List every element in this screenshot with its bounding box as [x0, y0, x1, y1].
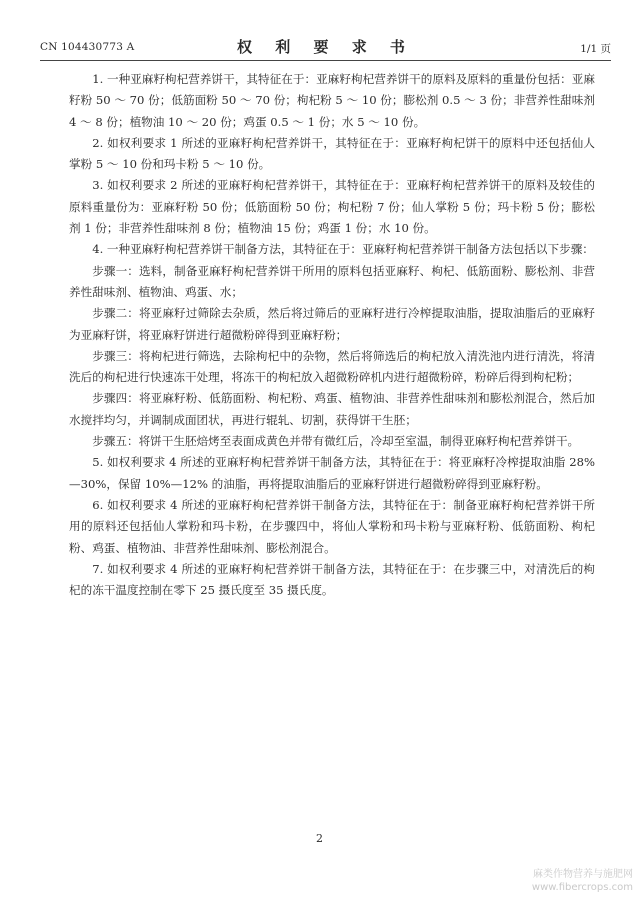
claim-4-step-1: 步骤一：选料，制备亚麻籽枸杞营养饼干所用的原料包括亚麻籽、枸杞、低筋面粉、膨松剂、非营养性甜味剂、植物油、鸡蛋、水； — [69, 263, 595, 299]
watermark-url: www.fibercrops.com — [531, 882, 633, 893]
header-divider — [40, 60, 611, 61]
page-number: 2 — [316, 832, 323, 845]
page-count: 1/1 页 — [580, 43, 611, 55]
publication-number: CN 104430773 A — [40, 41, 135, 53]
claims-body — [69, 69, 595, 601]
claim-7: 7. 如权利要求 4 所述的亚麻籽枸杞营养饼干制备方法，其特征在于：在步骤三中，对清洗后的枸杞的冻干温度控制在零下 25 摄氏度至 35 摄氏度。 — [69, 561, 595, 598]
claim-6: 6. 如权利要求 4 所述的亚麻籽枸杞营养饼干制备方法，其特征在于：制备亚麻籽枸杞营养饼干所用的原料还包括仙人掌粉和玛卡粉，在步骤四中，将仙人掌粉和玛卡粉与亚麻籽粉、低筋面粉、枸杞粉、鸡蛋、植物油、非营养性甜味剂、膨松剂混合。 — [69, 497, 595, 555]
page-header — [40, 36, 611, 58]
claim-1: 1. 一种亚麻籽枸杞营养饼干，其特征在于：亚麻籽枸杞营养饼干的原料及原料的重量份包括：亚麻籽粉 50 ～ 70 份；低筋面粉 50 ～ 70 份；枸杞粉 5 ～ 10 份；膨松剂 0.5 ～ 3 份；非营养性甜味剂 4 ～ 8 份；植物油 10 ～ 20 份；鸡蛋 0.5 ～ 1 份；水 5 ～ 10 份。 — [69, 72, 595, 129]
watermark — [532, 868, 633, 894]
claim-5: 5. 如权利要求 4 所述的亚麻籽枸杞营养饼干制备方法，其特征在于：将亚麻籽冷榨提取油脂 28%—30%，保留 10%—12% 的油脂，再将提取油脂后的亚麻籽饼进行超微粉碎得到亚麻籽粉。 — [69, 455, 595, 491]
document-title: 权 利 要 求 书 — [237, 38, 414, 56]
claim-4-step-4: 步骤四：将亚麻籽粉、低筋面粉、枸杞粉、鸡蛋、植物油、非营养性甜味剂和膨松剂混合，然后加水搅拌均匀，并调制成面团状，再进行辊轧、切割，获得饼干生胚； — [69, 391, 595, 427]
claim-4-step-5: 步骤五：将饼干生胚焙烤至表面成黄色并带有微红后，冷却至室温，制得亚麻籽枸杞营养饼干。 — [92, 434, 580, 449]
watermark-name: 麻类作物营养与施肥网 — [533, 869, 633, 880]
claim-4-step-3: 步骤三：将枸杞进行筛选，去除枸杞中的杂物，然后将筛选后的枸杞放入清洗池内进行清洗，将清洗后的枸杞进行快速冻干处理，将冻干的枸杞放入超微粉碎机内进行超微粉碎，粉碎后得到枸杞粉； — [69, 348, 595, 385]
claim-4-step-2: 步骤二：将亚麻籽过筛除去杂质，然后将过筛后的亚麻籽进行冷榨提取油脂，提取油脂后的亚麻籽为亚麻籽饼，将亚麻籽饼进行超微粉碎得到亚麻籽粉； — [69, 306, 595, 342]
claim-4: 4. 一种亚麻籽枸杞营养饼干制备方法，其特征在于：亚麻籽枸杞营养饼干制备方法包括以下步骤： — [92, 242, 594, 257]
claim-2: 2. 如权利要求 1 所述的亚麻籽枸杞营养饼干，其特征在于：亚麻籽枸杞饼干的原料中还包括仙人掌粉 5 ～ 10 份和玛卡粉 5 ～ 10 份。 — [69, 135, 595, 172]
claim-3: 3. 如权利要求 2 所述的亚麻籽枸杞营养饼干，其特征在于：亚麻籽枸杞营养饼干的原料及较佳的原料重量份为：亚麻籽粉 50 份；低筋面粉 50 份；枸杞粉 7 份；仙人掌粉 5 份；玛卡粉 5 份；膨松剂 1 份；非营养性甜味剂 8 份；植物油 15 份；鸡蛋 1 份；水 10 份。 — [69, 178, 595, 236]
